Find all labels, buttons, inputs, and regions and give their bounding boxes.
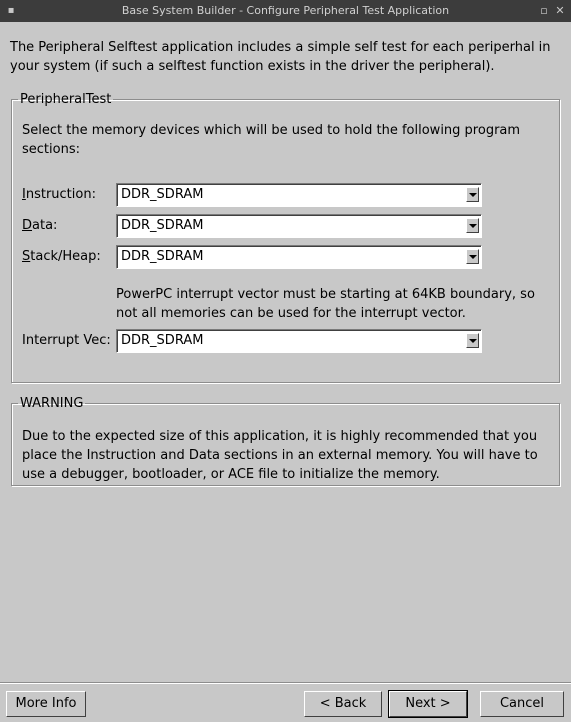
instruction-value: DDR_SDRAM — [121, 187, 204, 202]
peripheral-test-legend: PeripheralTest — [20, 92, 112, 107]
interrupt-vector-note: PowerPC interrupt vector must be starting at 64KB boundary, so not all memories can be used for the interrupt vector. — [116, 287, 535, 321]
memory-description: Select the memory devices which will be used to hold the following program sections: — [22, 123, 521, 157]
stack-heap-label: Stack/Heap: — [22, 249, 101, 264]
instruction-select[interactable] — [116, 183, 482, 207]
close-icon[interactable]: ✕ — [555, 4, 565, 17]
peripheral-test-group — [11, 92, 560, 383]
window-menu-icon[interactable]: ▪ — [7, 5, 15, 16]
next-button[interactable]: Next > — [389, 691, 467, 717]
chevron-down-icon[interactable] — [466, 333, 479, 348]
warning-legend: WARNING — [20, 396, 84, 411]
stack-heap-label-rest: tack/Heap: — [30, 249, 101, 264]
bottom-separator — [0, 682, 571, 684]
interrupt-vec-label: Interrupt Vec: — [22, 333, 111, 348]
warning-text: Due to the expected size of this application, it is highly recommended that you place the Instruction and Data sections in an external memory. You will have to use a debugger, bootloader, or ACE file to initialize the memory. — [22, 429, 538, 482]
interrupt-vec-select[interactable] — [116, 329, 482, 353]
interrupt-vec-value: DDR_SDRAM — [121, 333, 204, 348]
data-label-rest: ata: — [32, 218, 58, 233]
title-bar — [0, 0, 571, 22]
stack-heap-select[interactable] — [116, 245, 482, 269]
data-label: Data: — [22, 218, 58, 233]
data-select[interactable] — [116, 214, 482, 238]
stack-heap-value: DDR_SDRAM — [121, 249, 204, 264]
warning-group — [11, 396, 560, 486]
cancel-button[interactable]: Cancel — [480, 691, 564, 717]
more-info-button[interactable]: More Info — [6, 691, 86, 717]
instruction-label: Instruction: — [22, 187, 96, 202]
chevron-down-icon[interactable] — [466, 249, 479, 264]
intro-text: The Peripheral Selftest application includes a simple self test for each periperhal in your system (if such a selftest function exists in the driver the peripheral). — [10, 40, 551, 74]
back-button[interactable]: < Back — [304, 691, 382, 717]
chevron-down-icon[interactable] — [466, 187, 479, 202]
data-value: DDR_SDRAM — [121, 218, 204, 233]
window-title: Base System Builder - Configure Peripheral Test Application — [121, 4, 450, 17]
chevron-down-icon[interactable] — [466, 218, 479, 233]
instruction-label-rest: nstruction: — [25, 187, 96, 202]
minimize-icon[interactable]: ▫ — [540, 4, 548, 17]
